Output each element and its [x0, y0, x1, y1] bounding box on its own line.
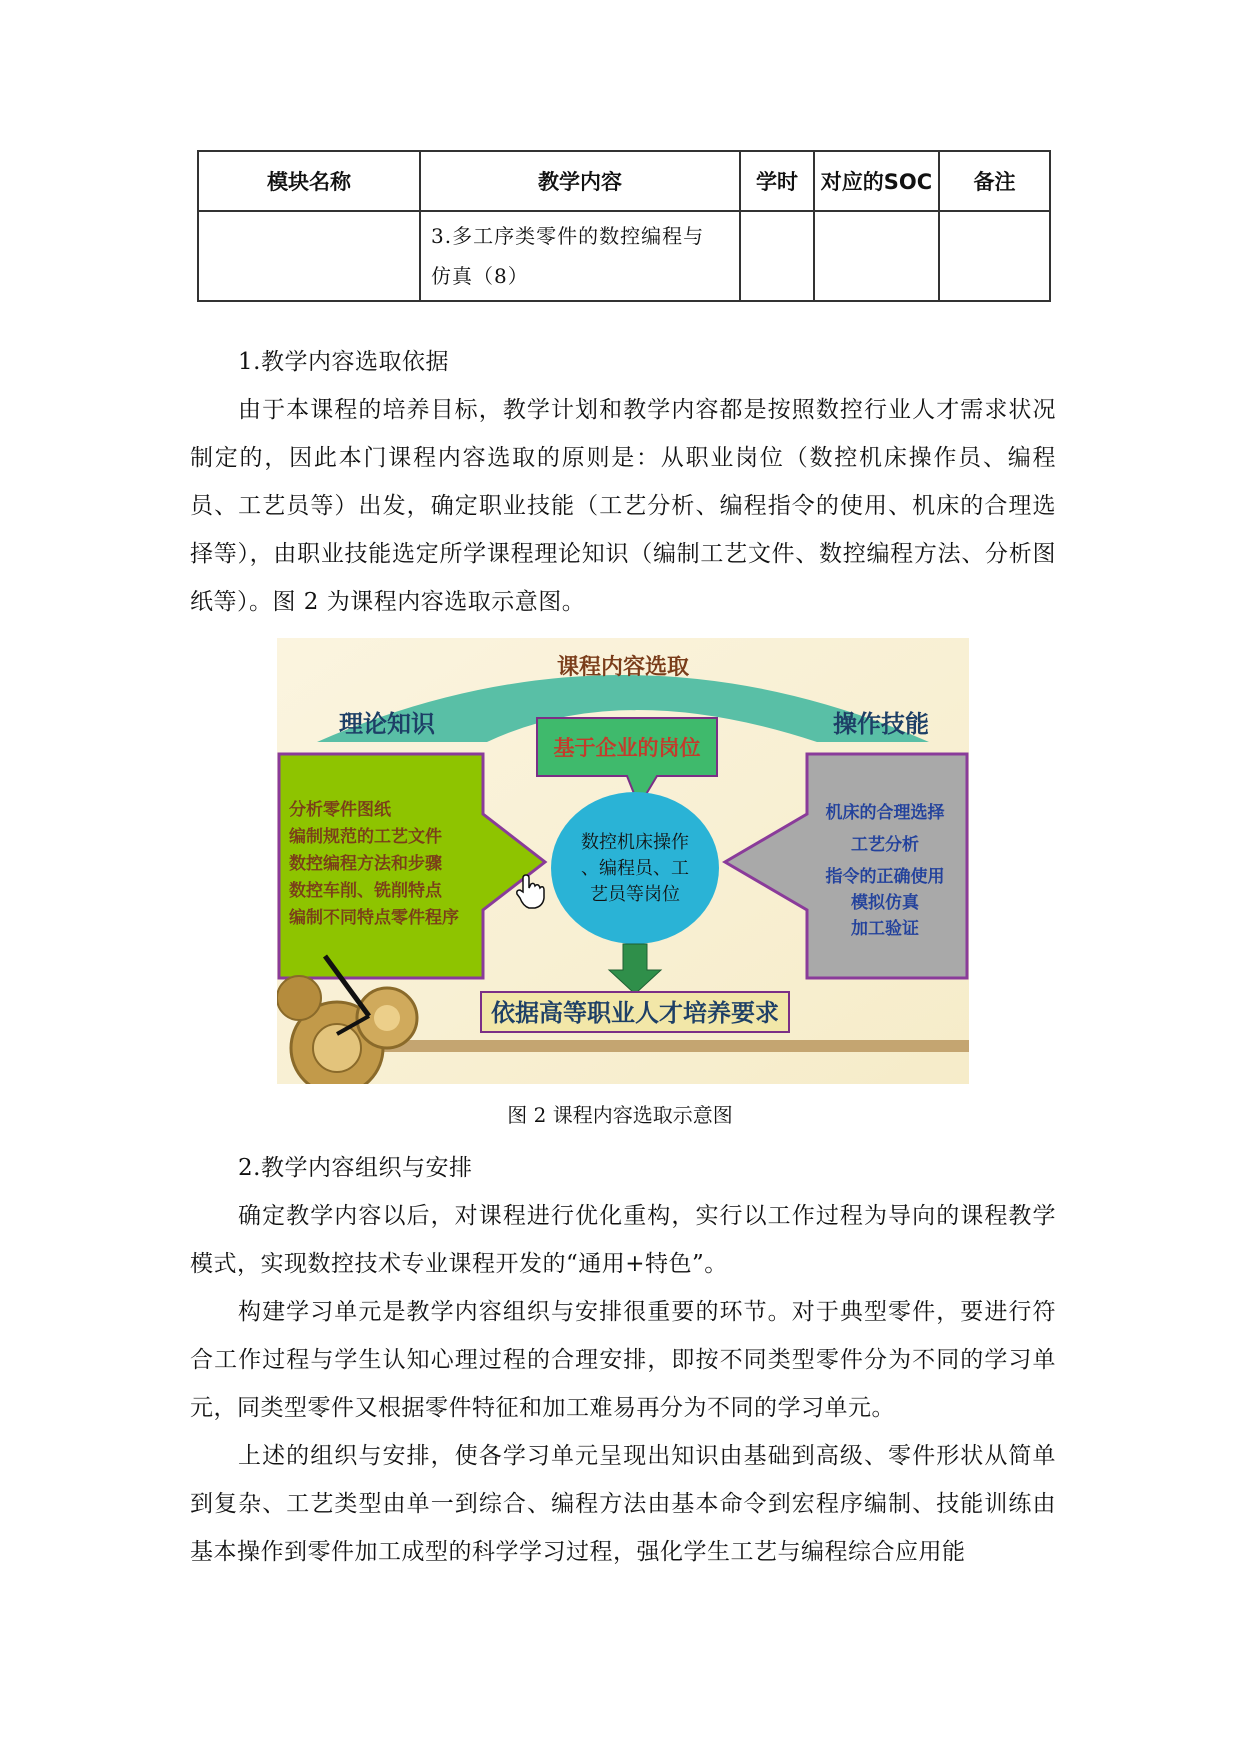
right-item: 模拟仿真 [851, 893, 919, 913]
left-item: 数控编程方法和步骤 [289, 854, 442, 874]
right-item: 工艺分析 [851, 835, 919, 855]
right-item: 指令的正确使用 [825, 867, 945, 887]
cell-teaching-content [420, 211, 740, 301]
module-table [197, 150, 1051, 302]
cell-soc [814, 211, 939, 301]
header-remarks: 备注 [939, 151, 1050, 211]
course-content-selection-diagram [277, 638, 969, 1084]
section2-paragraph-3: 上述的组织与安排，使各学习单元呈现出知识由基础到高级、零件形状从简单到复杂、工艺类型由单一到综合、编程方法由基本命令到宏程序编制、技能训练由基本操作到零件加工成型的科学学习过程，强化学生工艺与编程综合应用能 [190, 1443, 1056, 1565]
left-item: 数控车削、铣削特点 [289, 881, 442, 901]
callout-text: 基于企业的岗位 [553, 736, 701, 760]
header-soc: 对应的SOC [814, 151, 939, 211]
cell-remarks [939, 211, 1050, 301]
center-text [581, 832, 689, 905]
content-line-1: 3.多工序类零件的数控编程与 [431, 224, 705, 248]
left-header: 理论知识 [339, 710, 435, 738]
header-module-name: 模块名称 [198, 151, 420, 211]
left-item: 编制不同特点零件程序 [289, 908, 459, 928]
table-row [198, 211, 1050, 301]
center-line: 艺员等岗位 [590, 884, 680, 905]
left-item: 编制规范的工艺文件 [289, 827, 442, 847]
center-line: 、编程员、工 [581, 858, 689, 879]
section1-paragraph: 由于本课程的培养目标，教学计划和教学内容都是按照数控行业人才需求状况制定的，因此本门课程内容选取的原则是：从职业岗位（数控机床操作员、编程员、工艺员等）出发，确定职业技能（工艺分析、编程指令的使用、机床的合理选择等），由职业技能选定所学课程理论知识（编制工艺文件、数控编程方法、分析图纸等）。图 2 为课程内容选取示意图。 [190, 397, 1056, 615]
table-header-row [198, 151, 1050, 211]
bottom-banner-text: 依据高等职业人才培养要求 [491, 999, 779, 1027]
section1-heading: 1.教学内容选取依据 [238, 349, 449, 375]
section2-heading: 2.教学内容组织与安排 [238, 1155, 473, 1181]
right-item: 加工验证 [851, 919, 919, 939]
content-line-2: 仿真（8） [431, 264, 529, 288]
bottom-stripe [377, 1040, 969, 1052]
cell-module-name [198, 211, 420, 301]
center-line: 数控机床操作 [581, 832, 689, 853]
section2-paragraph-1: 确定教学内容以后，对课程进行优化重构，实行以工作过程为导向的课程教学模式，实现数控技术专业课程开发的“通用+特色”。 [190, 1203, 1056, 1277]
left-item: 分析零件图纸 [289, 800, 391, 820]
header-hours: 学时 [740, 151, 814, 211]
right-item: 机床的合理选择 [825, 803, 945, 823]
cell-hours [740, 211, 814, 301]
diagram-title: 课程内容选取 [556, 655, 690, 680]
figure-caption: 图 2 课程内容选取示意图 [507, 1103, 733, 1127]
section2-paragraph-2: 构建学习单元是教学内容组织与安排很重要的环节。对于典型零件，要进行符合工作过程与学生认知心理过程的合理安排，即按不同类型零件分为不同的学习单元，同类型零件又根据零件特征和加工难易再分为不同的学习单元。 [190, 1299, 1056, 1421]
header-teaching-content: 教学内容 [420, 151, 740, 211]
right-header: 操作技能 [833, 710, 929, 738]
